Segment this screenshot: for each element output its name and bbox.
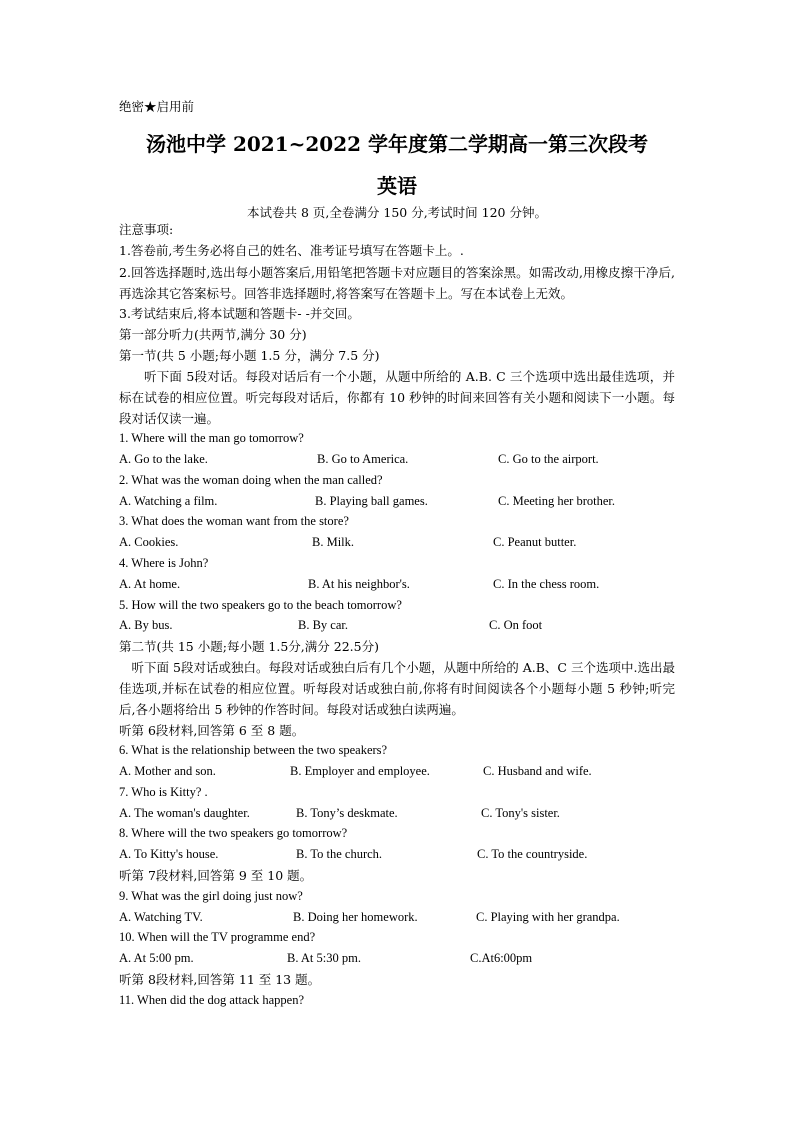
question-6-options [119,764,679,782]
material-6-heading: 听第 6段材料,回答第 6 至 8 题。 [119,723,305,738]
question-8: 8. Where will the two speakers go tomorrow? [119,826,348,840]
section2-heading: 第二节(共 15 小题;每小题 1.5分,满分 22.5分) [119,639,379,654]
option-b: B. To the church. [296,847,383,861]
material-8-heading: 听第 8段材料,回答第 11 至 13 题。 [119,972,321,987]
question-2: 2. What was the woman doing when the man called? [119,473,383,487]
option-c: C.At6:00pm [470,951,533,965]
question-4: 4. Where is John? [119,556,209,570]
note-item-2: 2.回答选择题时,选出每小题答案后,用铅笔把答题卡对应题目的答案涂黑。如需改动,用橡皮擦干净后,再选涂其它答案标号。回答非选择题时,将答案写在答题卡上。写在本试卷上无效。 [119,265,675,301]
section1-instructions: 听下面 5段对话。每段对话后有一个小题，从题中所给的 A.B. C 三个选项中选出最佳选项，并标在试卷的相应位置。听完每段对话后，你都有 10 秒钟的时间来回答有关小题和阅读下一小题。每段对话仅读一遍。 [119,369,675,426]
exam-title: 汤池中学 2021~2022 学年度第二学期高一第三次段考 [145,132,648,156]
option-c: C. Meeting her brother. [498,494,615,508]
question-9: 9. What was the girl doing just now? [119,889,303,903]
subject-title: 英语 [377,174,417,198]
option-c: C. In the chess room. [493,577,600,591]
option-a: A. Go to the lake. [119,452,208,466]
option-a: A. Watching TV. [119,910,203,924]
option-a: A. At home. [119,577,181,591]
question-9-options [119,910,679,928]
question-11: 11. When did the dog attack happen? [119,993,305,1007]
option-b: B. Go to America. [317,452,409,466]
section2-instructions: 听下面 5段对话或独白。每段对话或独白后有几个小题，从题中所给的 A.B、C 三个选项中.选出最佳选项,并标在试卷的相应位置。听每段对话或独白前,你将有时间阅读各个小题每小题 5 秒钟;听完后,各小题将给出 5 秒钟的作答时间。每段对话或独白读两遍。 [119,660,675,717]
option-c: C. Husband and wife. [483,764,592,778]
note-item-1: 1.答卷前,考生务必将自己的姓名、准考证号填写在答题卡上。. [119,243,464,258]
question-10: 10. When will the TV programme end? [119,930,316,944]
option-b: B. Playing ball games. [315,494,428,508]
question-3-options [119,535,679,553]
notes-heading: 注意事项: [119,222,174,237]
question-8-options [119,847,679,865]
question-1: 1. Where will the man go tomorrow? [119,431,304,445]
option-a: A. By bus. [119,618,173,632]
question-5: 5. How will the two speakers go to the beach tomorrow? [119,598,402,612]
option-b: B. Milk. [312,535,355,549]
option-b: B. Employer and employee. [290,764,430,778]
question-7: 7. Who is Kitty? . [119,785,208,799]
question-5-options [119,618,679,636]
part1-heading: 第一部分听力(共两节,满分 30 分) [119,327,307,342]
option-c: C. Playing with her grandpa. [476,910,620,924]
material-7-heading: 听第 7段材料,回答第 9 至 10 题。 [119,868,313,883]
option-b: B. At 5:30 pm. [287,951,361,965]
option-b: B. Tony’s deskmate. [296,806,398,820]
question-2-options [119,494,679,512]
option-c: C. To the countryside. [477,847,588,861]
question-10-options [119,951,679,969]
option-c: C. Peanut butter. [493,535,577,549]
option-b: B. At his neighbor's. [308,577,410,591]
section1-heading: 第一节(共 5 小题;每小题 1.5 分，满分 7.5 分) [119,348,380,363]
question-3: 3. What does the woman want from the store? [119,514,349,528]
option-b: B. By car. [298,618,348,632]
option-c: C. Tony's sister. [481,806,560,820]
option-a: A. Mother and son. [119,764,216,778]
question-7-options [119,806,679,824]
question-4-options [119,577,679,595]
option-a: A. Watching a film. [119,494,218,508]
question-6: 6. What is the relationship between the two speakers? [119,743,388,757]
option-a: A. Cookies. [119,535,179,549]
exam-info: 本试卷共 8 页,全卷满分 150 分,考试时间 120 分钟。 [247,205,547,220]
option-a: A. The woman's daughter. [119,806,250,820]
option-a: A. At 5:00 pm. [119,951,194,965]
confidential-label: 绝密★启用前 [119,99,195,114]
option-a: A. To Kitty's house. [119,847,219,861]
question-1-options [119,452,679,470]
option-c: C. Go to the airport. [498,452,599,466]
note-item-3: 3.考试结束后,将本试题和答题卡- -并交回。 [119,306,360,321]
option-b: B. Doing her homework. [293,910,418,924]
option-c: C. On foot [489,618,543,632]
